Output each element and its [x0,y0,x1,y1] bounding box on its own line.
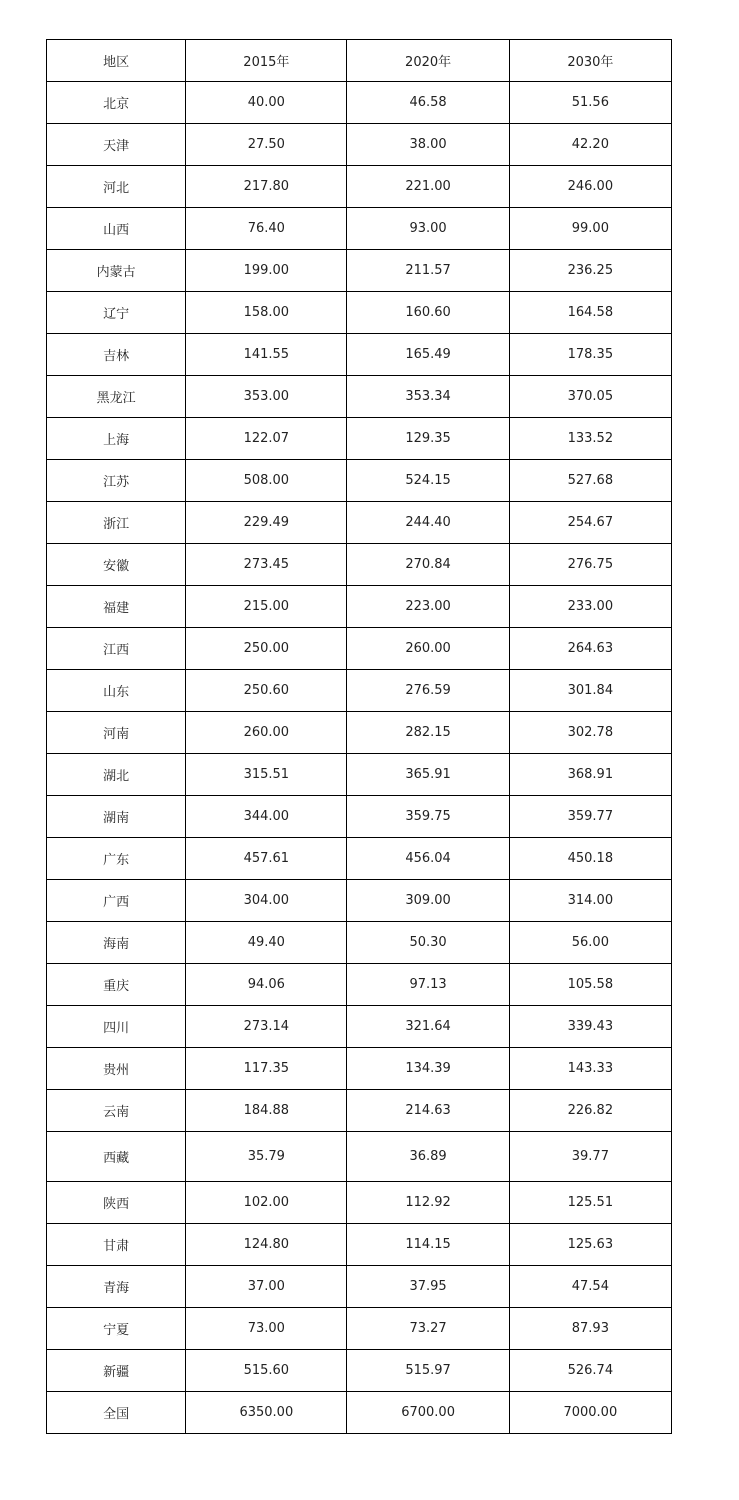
cell-2015: 250.00 [186,628,347,670]
table-row [47,208,672,250]
table-row [47,880,672,922]
cell-2020: 515.97 [347,1350,509,1392]
cell-2030: 359.77 [509,796,671,838]
cell-2020: 365.91 [347,754,509,796]
cell-region: 山西 [47,208,186,250]
cell-region: 山东 [47,670,186,712]
cell-2020: 114.15 [347,1224,509,1266]
table-header-row [47,40,672,82]
cell-region: 江西 [47,628,186,670]
cell-2020: 214.63 [347,1090,509,1132]
cell-2020: 270.84 [347,544,509,586]
cell-region: 浙江 [47,502,186,544]
cell-2030: 56.00 [509,922,671,964]
table-row [47,1182,672,1224]
cell-2020: 6700.00 [347,1392,509,1434]
cell-2030: 7000.00 [509,1392,671,1434]
table-row [47,376,672,418]
cell-2030: 133.52 [509,418,671,460]
table-row [47,1392,672,1434]
cell-2020: 36.89 [347,1132,509,1182]
cell-2015: 6350.00 [186,1392,347,1434]
cell-2030: 276.75 [509,544,671,586]
cell-region: 西藏 [47,1132,186,1182]
cell-2015: 124.80 [186,1224,347,1266]
cell-2030: 370.05 [509,376,671,418]
cell-2015: 141.55 [186,334,347,376]
cell-2015: 229.49 [186,502,347,544]
table-body [47,40,672,1434]
cell-region: 河北 [47,166,186,208]
cell-2015: 76.40 [186,208,347,250]
cell-2020: 260.00 [347,628,509,670]
cell-2015: 102.00 [186,1182,347,1224]
cell-2030: 178.35 [509,334,671,376]
cell-2030: 236.25 [509,250,671,292]
cell-2030: 42.20 [509,124,671,166]
cell-region: 四川 [47,1006,186,1048]
cell-2020: 46.58 [347,82,509,124]
cell-2030: 164.58 [509,292,671,334]
cell-2015: 217.80 [186,166,347,208]
cell-2020: 276.59 [347,670,509,712]
cell-2015: 158.00 [186,292,347,334]
cell-2030: 302.78 [509,712,671,754]
cell-2030: 450.18 [509,838,671,880]
cell-region: 吉林 [47,334,186,376]
cell-region: 广西 [47,880,186,922]
table-row [47,628,672,670]
cell-2015: 315.51 [186,754,347,796]
cell-2020: 73.27 [347,1308,509,1350]
cell-region: 甘肃 [47,1224,186,1266]
cell-2020: 38.00 [347,124,509,166]
cell-2030: 527.68 [509,460,671,502]
cell-2015: 49.40 [186,922,347,964]
cell-2030: 105.58 [509,964,671,1006]
cell-2020: 223.00 [347,586,509,628]
cell-2015: 35.79 [186,1132,347,1182]
table-row [47,124,672,166]
table-row [47,1266,672,1308]
cell-2020: 160.60 [347,292,509,334]
cell-region: 福建 [47,586,186,628]
cell-2030: 39.77 [509,1132,671,1182]
cell-2015: 273.45 [186,544,347,586]
cell-2020: 93.00 [347,208,509,250]
table-row [47,292,672,334]
table-row [47,1048,672,1090]
cell-2015: 353.00 [186,376,347,418]
cell-region: 北京 [47,82,186,124]
cell-2030: 143.33 [509,1048,671,1090]
cell-region: 湖北 [47,754,186,796]
cell-region: 辽宁 [47,292,186,334]
cell-2030: 264.63 [509,628,671,670]
cell-region: 陕西 [47,1182,186,1224]
cell-2020: 50.30 [347,922,509,964]
header-2020: 2020年 [347,40,509,82]
cell-region: 海南 [47,922,186,964]
cell-2015: 40.00 [186,82,347,124]
header-region: 地区 [47,40,186,82]
cell-2030: 339.43 [509,1006,671,1048]
cell-2020: 37.95 [347,1266,509,1308]
table-row [47,544,672,586]
cell-2030: 246.00 [509,166,671,208]
cell-region: 河南 [47,712,186,754]
table-row [47,1224,672,1266]
table-row [47,1132,672,1182]
region-data-table [46,39,672,1434]
cell-2030: 47.54 [509,1266,671,1308]
cell-2015: 344.00 [186,796,347,838]
cell-2030: 368.91 [509,754,671,796]
table-row [47,922,672,964]
cell-2015: 273.14 [186,1006,347,1048]
cell-region: 新疆 [47,1350,186,1392]
cell-2020: 134.39 [347,1048,509,1090]
cell-region: 贵州 [47,1048,186,1090]
cell-2030: 226.82 [509,1090,671,1132]
cell-2030: 51.56 [509,82,671,124]
cell-2020: 221.00 [347,166,509,208]
cell-2015: 122.07 [186,418,347,460]
cell-region: 重庆 [47,964,186,1006]
cell-2020: 244.40 [347,502,509,544]
cell-region: 上海 [47,418,186,460]
table-row [47,712,672,754]
table-row [47,460,672,502]
cell-2020: 309.00 [347,880,509,922]
cell-2015: 117.35 [186,1048,347,1090]
cell-2030: 125.63 [509,1224,671,1266]
cell-2020: 211.57 [347,250,509,292]
cell-2020: 359.75 [347,796,509,838]
cell-2030: 87.93 [509,1308,671,1350]
cell-2015: 250.60 [186,670,347,712]
cell-2015: 515.60 [186,1350,347,1392]
table-row [47,1350,672,1392]
cell-2030: 254.67 [509,502,671,544]
cell-2020: 112.92 [347,1182,509,1224]
header-2015: 2015年 [186,40,347,82]
cell-region: 天津 [47,124,186,166]
cell-2015: 73.00 [186,1308,347,1350]
table-row [47,670,672,712]
cell-2020: 97.13 [347,964,509,1006]
table-row [47,334,672,376]
cell-2020: 129.35 [347,418,509,460]
table-row [47,754,672,796]
cell-region: 江苏 [47,460,186,502]
cell-region: 广东 [47,838,186,880]
cell-2030: 314.00 [509,880,671,922]
table-row [47,1308,672,1350]
table-row [47,82,672,124]
table-row [47,418,672,460]
cell-region: 宁夏 [47,1308,186,1350]
cell-2015: 260.00 [186,712,347,754]
cell-region: 青海 [47,1266,186,1308]
table-row [47,796,672,838]
cell-region: 内蒙古 [47,250,186,292]
table-row [47,250,672,292]
table-row [47,502,672,544]
cell-2030: 526.74 [509,1350,671,1392]
cell-2030: 99.00 [509,208,671,250]
cell-2020: 524.15 [347,460,509,502]
cell-2020: 456.04 [347,838,509,880]
cell-2030: 125.51 [509,1182,671,1224]
table-row [47,964,672,1006]
cell-2015: 457.61 [186,838,347,880]
table-row [47,838,672,880]
table-row [47,586,672,628]
cell-2015: 215.00 [186,586,347,628]
cell-2020: 165.49 [347,334,509,376]
header-2030: 2030年 [509,40,671,82]
cell-2015: 199.00 [186,250,347,292]
table-row [47,1090,672,1132]
cell-2015: 304.00 [186,880,347,922]
cell-region: 黑龙江 [47,376,186,418]
cell-2015: 94.06 [186,964,347,1006]
table-row [47,166,672,208]
cell-2030: 233.00 [509,586,671,628]
cell-region: 云南 [47,1090,186,1132]
cell-region: 安徽 [47,544,186,586]
cell-2015: 184.88 [186,1090,347,1132]
cell-2015: 37.00 [186,1266,347,1308]
cell-region: 全国 [47,1392,186,1434]
cell-2030: 301.84 [509,670,671,712]
cell-2020: 321.64 [347,1006,509,1048]
cell-region: 湖南 [47,796,186,838]
cell-2015: 27.50 [186,124,347,166]
cell-2020: 353.34 [347,376,509,418]
table-row [47,1006,672,1048]
cell-2020: 282.15 [347,712,509,754]
cell-2015: 508.00 [186,460,347,502]
